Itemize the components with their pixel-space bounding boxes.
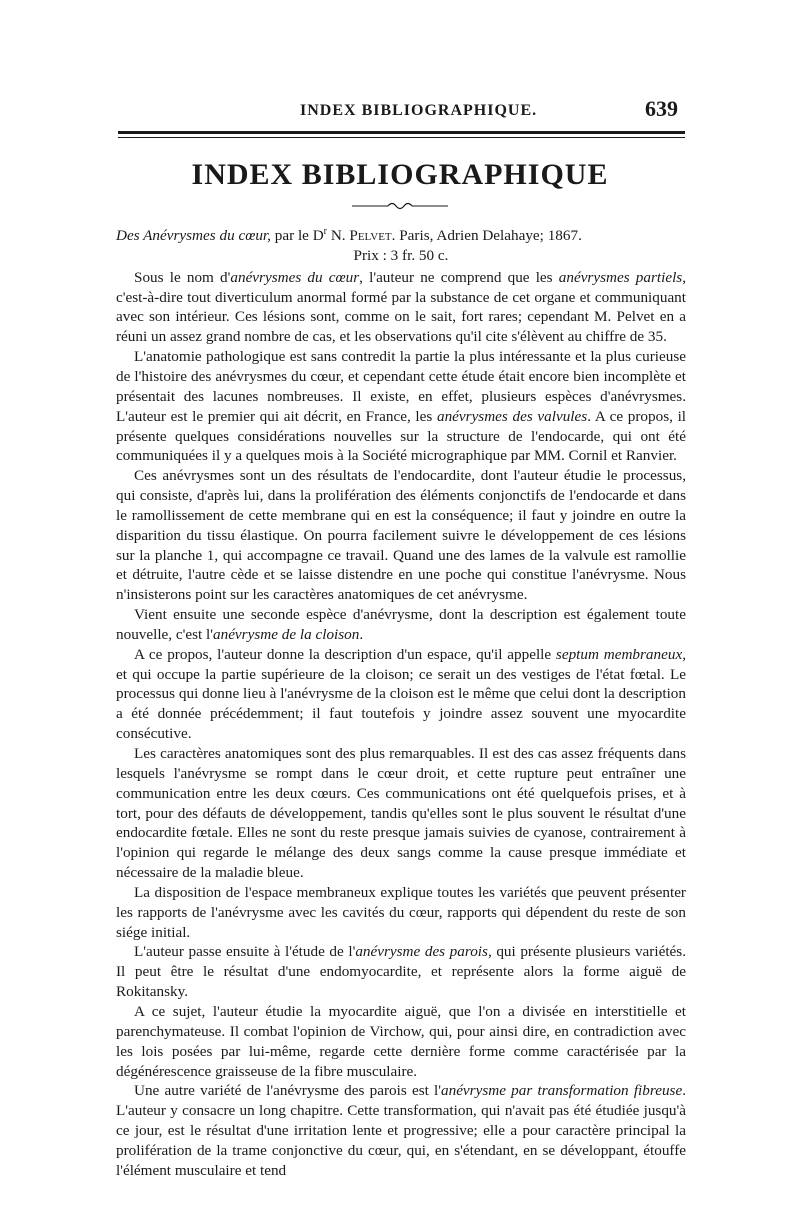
publisher-info: . Paris, Adrien Delahaye; 1867.	[391, 227, 582, 245]
italic-term: anévrysme de la cloison	[213, 625, 360, 643]
paragraph	[116, 466, 686, 605]
italic-term: anévrysmes partiels	[558, 268, 683, 286]
paragraph-text: , et qui occupe la partie supérieure de la cloison; ce serait un des vestiges de l'état fœtal. Le processus qui donne lieu à l'anévrysme de la cloison est le même que celui dont la description a été donnée précédemment; il faut toutefois y joindre assez souvent une myocardite consécutive.	[116, 645, 686, 743]
title-ornament	[350, 198, 450, 212]
running-header	[0, 96, 800, 126]
paragraphs	[116, 268, 686, 1181]
paragraph	[116, 1081, 686, 1180]
cited-work-title: Des Anévrysmes du cœur,	[116, 227, 271, 245]
paragraph	[116, 645, 686, 744]
author-name: Pelvet	[349, 227, 392, 245]
paragraph-text: Une autre variété de l'anévrysme des parois est l'	[134, 1082, 441, 1100]
paragraph-text: Sous le nom d'	[134, 268, 231, 286]
author-initial: N.	[327, 227, 350, 245]
paragraph	[116, 268, 686, 347]
header-rule-thin	[118, 137, 685, 138]
paragraph-text: , l'auteur ne comprend que les	[359, 268, 559, 286]
italic-term: anévrysmes du cœur	[230, 268, 360, 286]
paragraph-text: La disposition de l'espace membraneux explique toutes les variétés que peuvent présenter les rapports de l'anévrysme avec les cavités du cœur, rapports qui dépendent du reste de son siége initial.	[116, 883, 686, 941]
running-title: INDEX BIBLIOGRAPHIQUE.	[300, 102, 538, 119]
paragraph-text: L'anatomie pathologique est sans contredit la partie la plus intéressante et la plus curieuse de l'histoire des anévrysmes du cœur, et cependant cette étude était encore bien incomplète et présentait des lacunes nombreuses. Il existe, en effet, plusieurs espèces d'anévrysmes. L'auteur est le premier qui ait décrit, en France, les	[116, 348, 686, 425]
paragraph-text: , c'est-à-dire tout diverticulum anormal formé par la substance de cet organe et communiquant avec son intérieur. Ces lésions sont, comme on le sait, fort rares; cependant M. Pelvet en a réuni un assez grand nombre de cas, et les observations qu'il cite s'élèvent au chiffre de 35.	[116, 268, 686, 346]
italic-term: anévrysme des parois	[355, 943, 488, 961]
article-body	[116, 222, 686, 1181]
paragraph-text: .	[359, 625, 364, 643]
italic-term: septum membraneux	[555, 645, 683, 663]
paragraph-text: Les caractères anatomiques sont des plus remarquables. Il est des cas assez fréquents dans lesquels l'anévrysme se rompt dans le cœur droit, et cette rupture peut entraîner une communication entre les deux cœurs. Ces communications ont été quelquefois prises, et à tort, pour des défauts de développement, tandis qu'elles sont le plus souvent le résultat d'une endocardite fœtale. Elles ne sont du reste presque jamais suivies de cyanose, contrairement à l'opinion qui regarde le mélange des deux sangs comme la cause presque immédiate et nécessaire de la maladie bleue.	[116, 745, 686, 882]
price: Prix : 3 fr. 50 c.	[353, 246, 449, 264]
italic-term: anévrysmes des valvules	[436, 407, 588, 425]
paragraph	[116, 942, 686, 1002]
paragraph-text: Vient ensuite une seconde espèce d'anévrysme, dont la description est également toute nouvelle, c'est l'	[116, 606, 686, 643]
section-title: INDEX BIBLIOGRAPHIQUE	[191, 158, 609, 191]
paragraph	[116, 744, 686, 883]
paragraph-text: A ce sujet, l'auteur étudie la myocardite aiguë, que l'on a divisée en interstitielle et parenchymateuse. Il combat l'opinion de Virchow, qui, pour ainsi dire, en contradiction avec les lois posées par lui-même, regarde cette dernière forme comme caractérisée par la dégénérescence graisseuse de la fibre musculaire.	[116, 1002, 686, 1080]
paragraph-text: L'auteur passe ensuite à l'étude de l'	[134, 943, 356, 961]
citation-dr-superscript: r	[323, 226, 328, 237]
paragraph-text: , qui présente plusieurs variétés. Il peut être le résultat d'une endomyocardite, et représente alors la forme aiguë de Rokitansky.	[116, 943, 686, 1001]
italic-term: anévrysme par transformation fibreuse	[441, 1082, 683, 1100]
paragraph	[116, 605, 686, 645]
citation-by: par le D	[270, 227, 324, 245]
paragraph-text: . A ce propos, il présente quelques considérations nouvelles sur la structure de l'endocarde, qui ont été communiquées il y a quelques mois à la Société micrographique par MM. Cornil et Ranvier.	[116, 407, 687, 465]
paragraph	[116, 1002, 686, 1081]
paragraph-text: A ce propos, l'auteur donne la description d'un espace, qu'il appelle	[134, 645, 556, 663]
paragraph	[116, 883, 686, 943]
paragraph-text: . L'auteur y consacre un long chapitre. Cette transformation, qui n'avait pas été étudiée jusqu'à ce jour, est le résultat d'une irritation lente et progressive; elle a pour caractère principal la prolifération de la trame conjonctive du cœur, qui, en s'étendant, en se développant, étouffe l'élément musculaire et tend	[116, 1082, 687, 1179]
header-rule-thick	[118, 131, 685, 134]
page-number: 639	[645, 96, 678, 121]
paragraph-text: Ces anévrysmes sont un des résultats de l'endocardite, dont l'auteur étudie le processus, qui consiste, d'après lui, dans la prolifération des éléments conjonctifs de l'endocarde et dans le ramollissement de cette membrane qui en est la conséquence; il faut y joindre en outre la disparition du tissu élastique. On pourra facilement suivre le développement de ces lésions sur la planche 1, qui accompagne ce travail. Quand une des lames de la valvule est ramollie et détruite, l'autre cède et se laisse distendre en une poche qui constitue l'anévrysme. Nous n'insisterons point sur les caractères anatomiques de cet anévrysme.	[116, 467, 686, 604]
book-citation	[116, 222, 686, 266]
paragraph	[116, 347, 686, 466]
